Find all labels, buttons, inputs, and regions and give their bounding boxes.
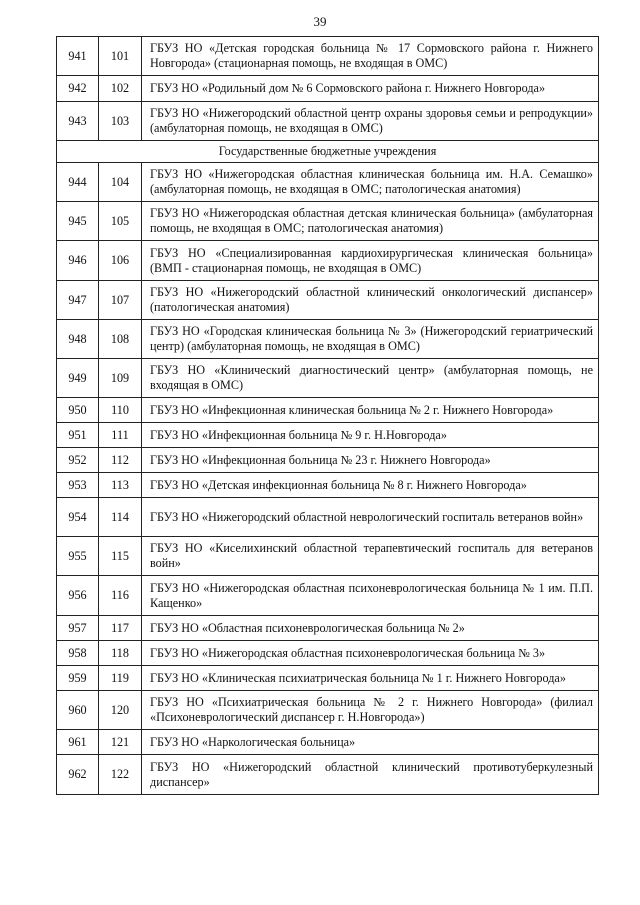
institution-name: ГБУЗ НО «Нижегородский областной клинический противотуберкулезный диспансер» bbox=[142, 755, 599, 795]
sub-number: 120 bbox=[99, 691, 142, 730]
row-number: 944 bbox=[57, 163, 99, 202]
sub-number: 113 bbox=[99, 473, 142, 498]
table-row bbox=[57, 616, 599, 641]
institution-name: ГБУЗ НО «Нижегородская областная психоневрологическая больница № 1 им. П.П. Кащенко» bbox=[142, 576, 599, 616]
row-number: 945 bbox=[57, 202, 99, 241]
table-row bbox=[57, 473, 599, 498]
row-number: 942 bbox=[57, 76, 99, 102]
row-number: 951 bbox=[57, 423, 99, 448]
row-number: 955 bbox=[57, 537, 99, 576]
table-row bbox=[57, 359, 599, 398]
sub-number: 104 bbox=[99, 163, 142, 202]
row-number: 950 bbox=[57, 398, 99, 423]
table-row bbox=[57, 448, 599, 473]
table-row bbox=[57, 37, 599, 76]
sub-number: 105 bbox=[99, 202, 142, 241]
table-row bbox=[57, 423, 599, 448]
institution-name: ГБУЗ НО «Инфекционная клиническая больница № 2 г. Нижнего Новгорода» bbox=[142, 398, 599, 423]
sub-number: 102 bbox=[99, 76, 142, 102]
institution-name: ГБУЗ НО «Родильный дом № 6 Сормовского района г. Нижнего Новгорода» bbox=[142, 76, 599, 102]
sub-number: 110 bbox=[99, 398, 142, 423]
institution-name: ГБУЗ НО «Нижегородский областной клинический онкологический диспансер» (патологическая анатомия) bbox=[142, 281, 599, 320]
row-number: 952 bbox=[57, 448, 99, 473]
table-row bbox=[57, 398, 599, 423]
table-row bbox=[57, 102, 599, 141]
row-number: 957 bbox=[57, 616, 99, 641]
table-row bbox=[57, 691, 599, 730]
institution-name: ГБУЗ НО «Нижегородская областная психоневрологическая больница № 3» bbox=[142, 641, 599, 666]
table-row bbox=[57, 730, 599, 755]
institution-name: ГБУЗ НО «Клиническая психиатрическая больница № 1 г. Нижнего Новгорода» bbox=[142, 666, 599, 691]
sub-number: 112 bbox=[99, 448, 142, 473]
sub-number: 109 bbox=[99, 359, 142, 398]
table-row bbox=[57, 755, 599, 795]
section-header-row bbox=[57, 141, 599, 163]
sub-number: 118 bbox=[99, 641, 142, 666]
institution-name: ГБУЗ НО «Детская городская больница № 17 Сормовского района г. Нижнего Новгорода» (стационарная помощь, не входящая в ОМС) bbox=[142, 37, 599, 76]
institution-name: ГБУЗ НО «Наркологическая больница» bbox=[142, 730, 599, 755]
institution-name: ГБУЗ НО «Инфекционная больница № 9 г. Н.Новгорода» bbox=[142, 423, 599, 448]
sub-number: 119 bbox=[99, 666, 142, 691]
row-number: 958 bbox=[57, 641, 99, 666]
sub-number: 107 bbox=[99, 281, 142, 320]
page-number: 39 bbox=[313, 14, 327, 29]
row-number: 956 bbox=[57, 576, 99, 616]
institution-name: ГБУЗ НО «Специализированная кардиохирургическая клиническая больница» (ВМП - стационарная помощь, не входящая в ОМС) bbox=[142, 241, 599, 281]
row-number: 949 bbox=[57, 359, 99, 398]
sub-number: 106 bbox=[99, 241, 142, 281]
table-row bbox=[57, 163, 599, 202]
table-row bbox=[57, 641, 599, 666]
row-number: 948 bbox=[57, 320, 99, 359]
sub-number: 108 bbox=[99, 320, 142, 359]
table-row bbox=[57, 241, 599, 281]
sub-number: 116 bbox=[99, 576, 142, 616]
institution-name: ГБУЗ НО «Областная психоневрологическая больница № 2» bbox=[142, 616, 599, 641]
institution-name: ГБУЗ НО «Нижегородский областной неврологический госпиталь ветеранов войн» bbox=[142, 498, 599, 537]
sub-number: 122 bbox=[99, 755, 142, 795]
table-row bbox=[57, 537, 599, 576]
sub-number: 111 bbox=[99, 423, 142, 448]
row-number: 959 bbox=[57, 666, 99, 691]
row-number: 960 bbox=[57, 691, 99, 730]
row-number: 962 bbox=[57, 755, 99, 795]
sub-number: 114 bbox=[99, 498, 142, 537]
institution-name: ГБУЗ НО «Нижегородский областной центр охраны здоровья семьи и репродукции» (амбулаторная помощь, не входящая в ОМС) bbox=[142, 102, 599, 141]
row-number: 947 bbox=[57, 281, 99, 320]
table-row bbox=[57, 498, 599, 537]
institution-name: ГБУЗ НО «Психиатрическая больница № 2 г. Нижнего Новгорода» (филиал «Психоневрологический диспансер г. Н.Новгорода») bbox=[142, 691, 599, 730]
sub-number: 121 bbox=[99, 730, 142, 755]
table-row bbox=[57, 76, 599, 102]
row-number: 961 bbox=[57, 730, 99, 755]
sub-number: 117 bbox=[99, 616, 142, 641]
sub-number: 101 bbox=[99, 37, 142, 76]
institution-name: ГБУЗ НО «Инфекционная больница № 23 г. Нижнего Новгорода» bbox=[142, 448, 599, 473]
row-number: 943 bbox=[57, 102, 99, 141]
table-row bbox=[57, 202, 599, 241]
row-number: 954 bbox=[57, 498, 99, 537]
section-title: Государственные бюджетные учреждения bbox=[57, 141, 599, 163]
institutions-table bbox=[56, 36, 599, 795]
institution-name: ГБУЗ НО «Клинический диагностический центр» (амбулаторная помощь, не входящая в ОМС) bbox=[142, 359, 599, 398]
institution-name: ГБУЗ НО «Нижегородская областная детская клиническая больница» (амбулаторная помощь, не входящая в ОМС; патологическая анатомия) bbox=[142, 202, 599, 241]
institution-name: ГБУЗ НО «Нижегородская областная клиническая больница им. Н.А. Семашко» (амбулаторная помощь, не входящая в ОМС; патологическая анатомия) bbox=[142, 163, 599, 202]
table-row bbox=[57, 281, 599, 320]
institution-name: ГБУЗ НО «Городская клиническая больница № 3» (Нижегородский гериатрический центр) (амбулаторная помощь, не входящая в ОМС) bbox=[142, 320, 599, 359]
row-number: 946 bbox=[57, 241, 99, 281]
table-row bbox=[57, 666, 599, 691]
institution-name: ГБУЗ НО «Детская инфекционная больница № 8 г. Нижнего Новгорода» bbox=[142, 473, 599, 498]
sub-number: 103 bbox=[99, 102, 142, 141]
table-row bbox=[57, 320, 599, 359]
table-row bbox=[57, 576, 599, 616]
institution-name: ГБУЗ НО «Киселихинский областной терапевтический госпиталь для ветеранов войн» bbox=[142, 537, 599, 576]
sub-number: 115 bbox=[99, 537, 142, 576]
row-number: 941 bbox=[57, 37, 99, 76]
row-number: 953 bbox=[57, 473, 99, 498]
